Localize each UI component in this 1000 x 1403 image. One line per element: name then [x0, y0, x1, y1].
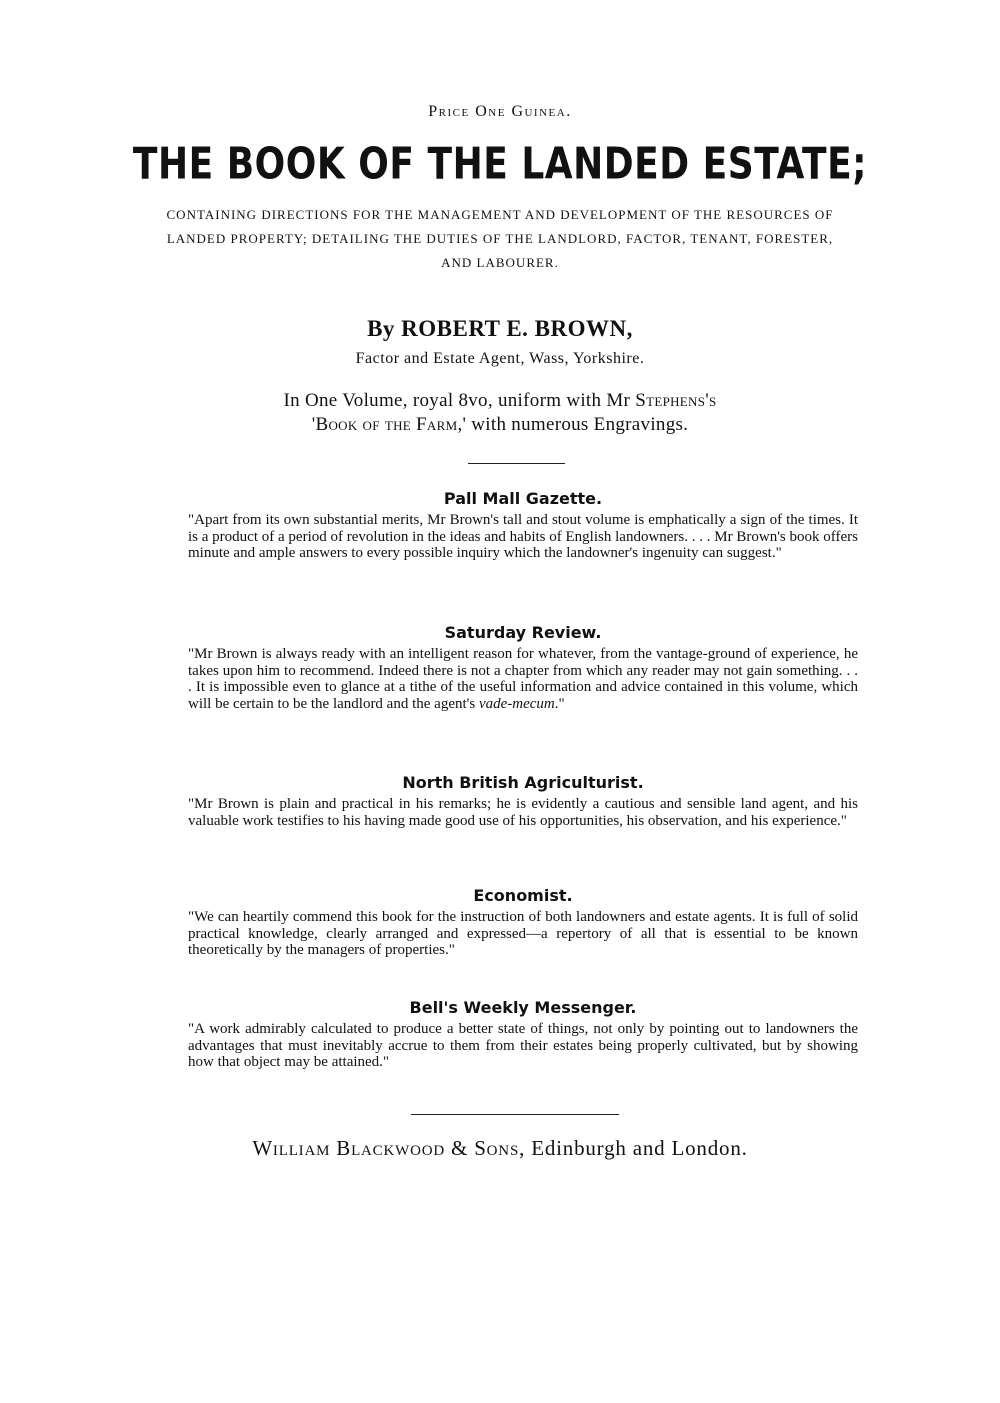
volume-description [170, 389, 830, 437]
author-byline: By ROBERT E. BROWN, [367, 316, 633, 341]
publisher-line [0, 1136, 1000, 1161]
review-source: Saturday Review. [444, 623, 602, 642]
book-of-the-farm: Book of the Farm [315, 414, 458, 435]
review-quote-end: ." [554, 695, 565, 712]
review-quote: "Apart from its own substantial merits, Mr Brown's tall and stout volume is emphatically a sign of the times. It is a product of a period of revolution in the ideas and habits of English landowners. . . . Mr Brown's book offers minute and ample answers to every possible inquiry which the landowner's ingenuity can suggest." [188, 512, 858, 562]
review-north-british-agriculturist [188, 773, 858, 829]
book-title: THE BOOK OF THE LANDED ESTATE; [132, 140, 868, 190]
review-quote-italic: vade-mecum [478, 695, 555, 712]
review-saturday-review [188, 623, 858, 712]
review-source: Pall Mall Gazette. [443, 489, 603, 508]
review-source: Bell's Weekly Messenger. [409, 998, 637, 1017]
review-bells-weekly-messenger [188, 998, 858, 1071]
volume-text-1: In One Volume, royal 8vo, uniform with Mr [283, 390, 631, 411]
stephens-name: Stephens's [635, 390, 717, 411]
review-quote-text: "Mr Brown is always ready with an intelligent reason for whatever, from the vantage-ground of experience, he takes upon him to recommend. Indeed there is not a chapter from which any reader may not gain something. . . . It is impossible even to glance at a tithe of the useful information and advice contained in this volume, which will be certain to be the landlord and the agent's [188, 646, 858, 712]
quote-open: ' [311, 414, 316, 435]
divider-top [468, 463, 565, 464]
book-subtitle: CONTAINING DIRECTIONS FOR THE MANAGEMENT AND DEVELOPMENT OF THE RESOURCES OF LANDED PROPERTY; DETAILING THE DUTIES OF THE LANDLORD, FACTOR, TENANT, FORESTER, AND LABOURER. [166, 207, 834, 270]
review-quote: "We can heartily commend this book for the instruction of both landowners and estate agents. It is full of solid practical knowledge, clearly arranged and expressed—a repertory of all that is essential to be known theoretically by the managers of properties." [188, 909, 858, 959]
review-quote: "A work admirably calculated to produce a better state of things, not only by pointing out to landowners the advantages that must inevitably accrue to them from their estates being properly cultivated, but by showing how that object may be attained." [188, 1021, 858, 1071]
price-line: Price One Guinea. [428, 103, 572, 120]
volume-text-2: ,' with numerous Engravings. [457, 414, 689, 435]
divider-bottom [411, 1114, 619, 1115]
publisher-place: Edinburgh and London. [531, 1136, 748, 1160]
review-economist [188, 886, 858, 959]
author-role: Factor and Estate Agent, Wass, Yorkshire. [355, 350, 645, 367]
review-pall-mall-gazette [188, 489, 858, 562]
review-quote: "Mr Brown is plain and practical in his remarks; he is evidently a cautious and sensible land agent, and his valuable work testifies to his having made good use of his opportunities, his observation, and his experience." [188, 796, 858, 829]
review-source: Economist. [473, 886, 573, 905]
publisher-name: William Blackwood & Sons, [252, 1136, 526, 1160]
review-source: North British Agriculturist. [402, 773, 644, 792]
review-quote [188, 646, 858, 712]
